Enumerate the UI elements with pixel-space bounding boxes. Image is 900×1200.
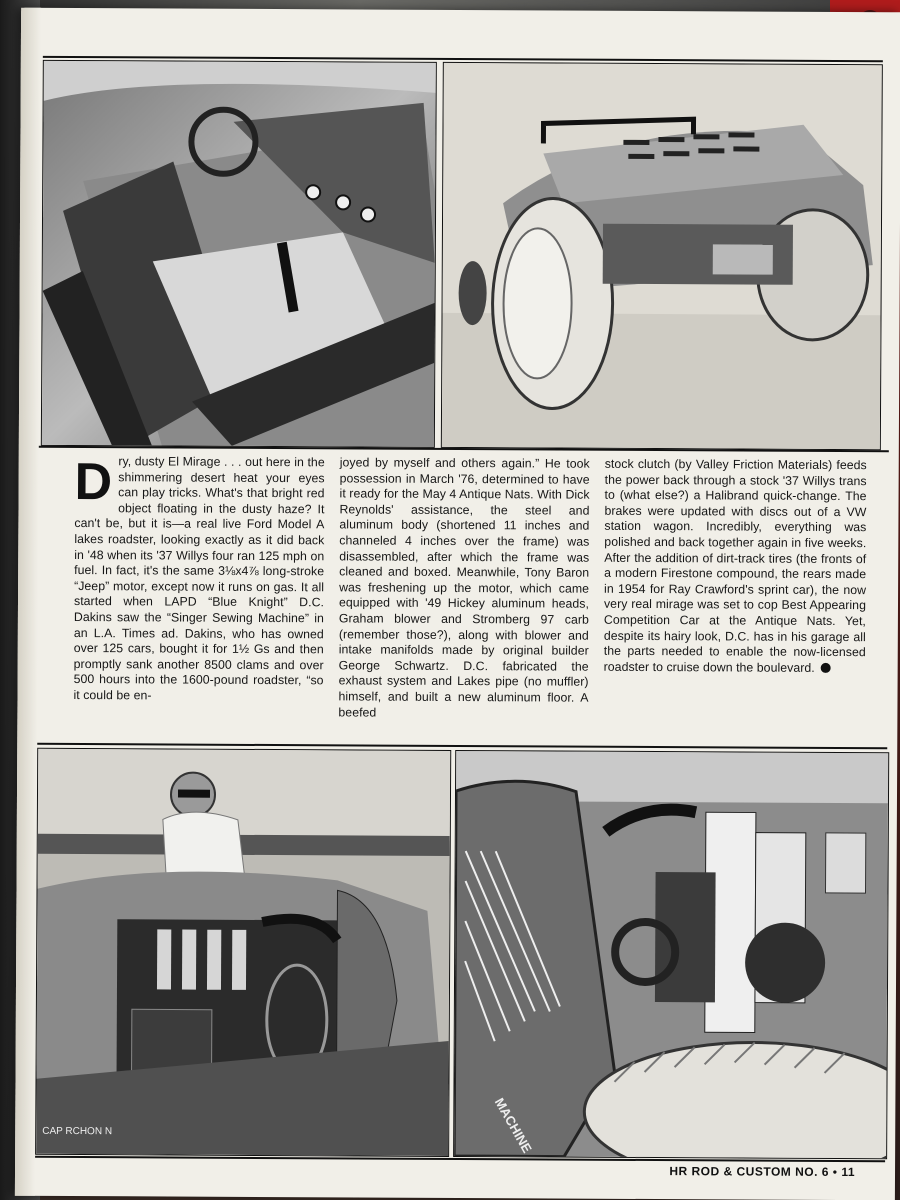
column-3-text: stock clutch (by Valley Friction Materials) feeds the power back through a stock '37 Willys trans to (what else?) a Halibrand quick-change. The brakes were updated with discs out of a VW station wagon. Incredibly, everything was polished and back together again in five weeks. After the addition of dirt-track tires (the fronts of a modern Firestone compound, the rears made in 1954 for Ray Crawford's sprint car), the now very real mirage was set to cop Best Appearing Competition Car at the Antique Nats. Yet, despite its hairy look, D.C. has in his garage all the parts needed to enable the now-licensed roadster to cruise down the boulevard.	[603, 456, 867, 675]
dropcap: D	[74, 452, 113, 512]
photo-engine-closeup	[453, 750, 889, 1159]
photo-owner-engine	[35, 748, 451, 1157]
photo-cockpit	[41, 60, 437, 448]
photo-rear-view	[441, 62, 883, 450]
page-folio: HR ROD & CUSTOM NO. 6 • 11	[669, 1164, 856, 1180]
article-body	[73, 452, 867, 743]
article-column-1	[73, 454, 324, 740]
end-mark	[821, 663, 831, 673]
column-2-text: joyed by myself and others again.” He took possession in March '76, determined to have it ready for the May 4 Antique Nats. With Dick Reynolds' assistance, the steel and aluminum body (shortened 11 inches and channeled 4 inches over the frame) was disassembled, after which the frame was cleaned and boxed. Meanwhile, Tony Baron was freshening up the motor, which came equipped with '49 Hickey aluminum heads, Graham blower and Stromberg 97 carb (remember those?), along with blower and intake manifolds made by original builder George Schwartz. D.C. fabricated the exhaust system and Lakes pipe (no muffler) himself, and built a new aluminum floor. A beefed	[338, 455, 590, 720]
article-column-3	[603, 457, 866, 743]
column-1-text: ry, dusty El Mirage . . . out here in the shimmering desert heat your eyes can play tricks. What's that bright red object floating in the dusty haze? It can't be, but it is—a real live Ford Model A lakes roadster, looking exactly as it did back in '48 when its '37 Willys four ran 125 mph on fuel. In fact, it's the same 3⅛x4⅞ long-stroke “Jeep” motor, except now it runs on gas. It all started when LAPD “Blue Knight” D.C. Dakins saw the “Singer Sewing Machine” in an L.A. Times ad. Dakins, who has owned over 125 cars, bought it for 1½ Gs and then promptly sank another 8500 clams and over 500 hours into the 1600-pound roadster, “so it could be en-	[73, 454, 325, 703]
article-column-2	[338, 455, 589, 741]
magazine-page	[15, 8, 900, 1200]
hood-lettering: MACHINE	[491, 1095, 535, 1156]
corner-lettering: CAP RCHON N	[42, 1125, 113, 1138]
